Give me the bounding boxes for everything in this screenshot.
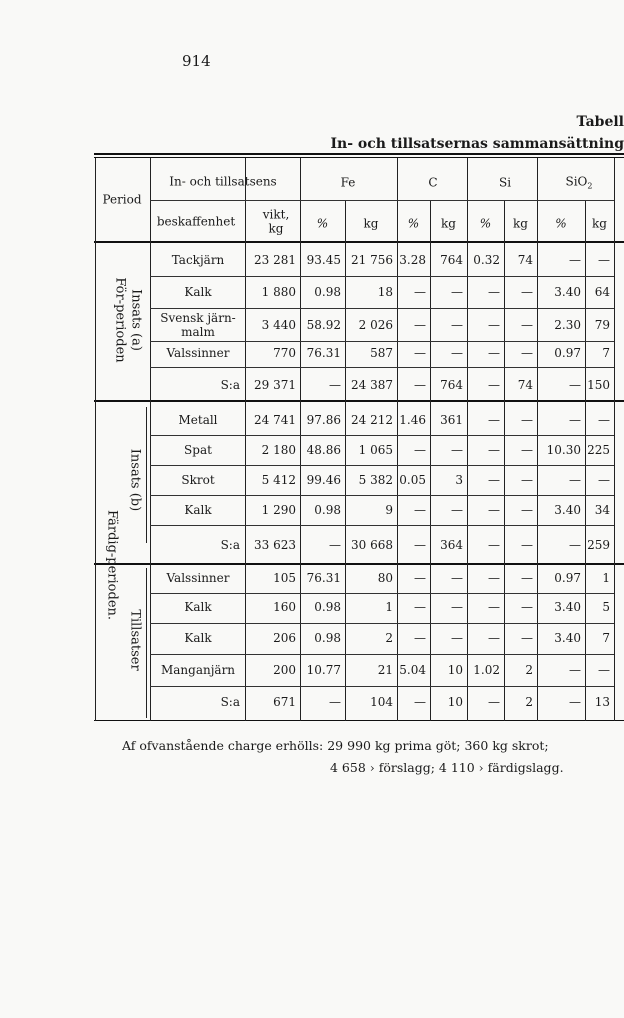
- cell-fe-pct: 97.86: [306, 413, 341, 427]
- cell-sio2-pct: 3.40: [554, 503, 581, 517]
- header-si: Si: [498, 175, 512, 190]
- cell-si-pct: —: [488, 600, 500, 614]
- vline-1: [300, 158, 301, 721]
- cell-c-pct: —: [414, 600, 426, 614]
- cell-vikt: 1 290: [261, 503, 296, 517]
- footnote-line-2: 4 658 › förslagg; 4 110 › färdigslagg.: [330, 760, 564, 775]
- brace-tillsatser: [146, 568, 147, 718]
- cell-c-kg: —: [451, 571, 463, 585]
- cell-si-kg: —: [521, 285, 533, 299]
- cell-c-kg: —: [451, 318, 463, 332]
- cell-sio2-pct: 10.30: [546, 443, 581, 457]
- cell-c-kg: 10: [447, 663, 463, 677]
- cell-fe-pct: 48.86: [306, 443, 341, 457]
- cell-fe-pct: 0.98: [314, 285, 341, 299]
- cell-vikt: 23 281: [254, 253, 296, 267]
- header-sio2: SiO$_2$: [565, 174, 593, 191]
- cell-si-kg: —: [521, 571, 533, 585]
- cell-si-pct: —: [488, 571, 500, 585]
- cell-sio2-kg: 259: [587, 538, 610, 552]
- vline-8: [585, 200, 586, 721]
- table-subtitle: In- och tillsatsernas sammansättning: [330, 136, 624, 152]
- cell-vikt: 770: [273, 346, 296, 360]
- cell-vikt: 29 371: [254, 378, 296, 392]
- vline-period: [150, 158, 151, 721]
- cell-sio2-kg: —: [598, 663, 610, 677]
- cell-sio2-kg: —: [598, 473, 610, 487]
- cell-sio2-pct: —: [569, 663, 581, 677]
- cell-si-pct: —: [488, 318, 500, 332]
- cell-c-pct: —: [414, 631, 426, 645]
- top-rule-thin: [94, 157, 624, 158]
- subheader-fe_pct: %: [316, 216, 329, 231]
- cell-vikt: 200: [273, 663, 296, 677]
- row-name: Tackjärn: [171, 253, 225, 267]
- cell-si-pct: 1.02: [473, 663, 500, 677]
- cell-si-pct: —: [488, 413, 500, 427]
- cell-si-kg: —: [521, 631, 533, 645]
- cell-fe-pct: —: [329, 695, 341, 709]
- cell-c-kg: 764: [440, 378, 463, 392]
- row-separator: [150, 276, 614, 277]
- cell-sio2-kg: —: [598, 413, 610, 427]
- header-group: In- och tillsatsens: [169, 174, 277, 189]
- cell-sio2-pct: —: [569, 413, 581, 427]
- cell-fe-kg: 2 026: [358, 318, 393, 332]
- cell-si-kg: 74: [517, 253, 533, 267]
- cell-sio2-kg: 13: [594, 695, 610, 709]
- cell-sio2-kg: 7: [602, 346, 610, 360]
- row-name: Skrot: [181, 473, 215, 487]
- subheader-si_pct: %: [479, 216, 492, 231]
- cell-fe-pct: 93.45: [306, 253, 341, 267]
- cell-c-pct: —: [414, 695, 426, 709]
- cell-sio2-pct: —: [569, 538, 581, 552]
- header-c: C: [428, 175, 438, 190]
- cell-c-kg: —: [451, 285, 463, 299]
- footnote-line-1: Af ofvanstående charge erhölls: 29 990 kg prima göt; 360 kg skrot;: [122, 738, 549, 753]
- cell-vikt: 24 741: [254, 413, 296, 427]
- cell-sio2-pct: —: [569, 695, 581, 709]
- cell-c-kg: 361: [440, 413, 463, 427]
- cell-c-kg: —: [451, 443, 463, 457]
- cell-c-pct: 5.04: [399, 663, 426, 677]
- row-name: Svensk järn- malm: [160, 311, 236, 339]
- cell-c-kg: —: [451, 503, 463, 517]
- cell-vikt: 206: [273, 631, 296, 645]
- cell-sio2-kg: —: [598, 253, 610, 267]
- cell-fe-pct: 0.98: [314, 600, 341, 614]
- subheader-si_kg: kg: [513, 216, 528, 231]
- cell-sio2-kg: 64: [594, 285, 610, 299]
- section-rule-a: [94, 400, 624, 402]
- cell-c-pct: 1.46: [399, 413, 426, 427]
- cell-si-pct: —: [488, 346, 500, 360]
- cell-c-pct: —: [414, 538, 426, 552]
- vline-left: [95, 158, 96, 721]
- cell-si-kg: 74: [517, 378, 533, 392]
- subheader-c_kg: kg: [441, 216, 456, 231]
- cell-si-kg: —: [521, 538, 533, 552]
- cell-sio2-pct: —: [569, 253, 581, 267]
- cell-si-kg: —: [521, 318, 533, 332]
- cell-c-kg: 364: [440, 538, 463, 552]
- row-separator: [150, 623, 614, 624]
- header-vikt: vikt,: [262, 207, 290, 222]
- cell-si-pct: —: [488, 473, 500, 487]
- row-name: Spat: [184, 443, 212, 457]
- header-period: Period: [102, 192, 142, 207]
- cell-vikt: 160: [273, 600, 296, 614]
- cell-vikt: 33 623: [254, 538, 296, 552]
- vline-7: [537, 158, 538, 721]
- cell-fe-kg: 24 212: [351, 413, 393, 427]
- vline-4: [430, 200, 431, 721]
- cell-c-pct: —: [414, 378, 426, 392]
- subheader-fe_kg: kg: [363, 216, 379, 231]
- row-name: Kalk: [184, 285, 212, 299]
- cell-c-pct: —: [414, 571, 426, 585]
- cell-c-pct: —: [414, 346, 426, 360]
- cell-fe-pct: —: [329, 538, 341, 552]
- cell-si-kg: —: [521, 346, 533, 360]
- cell-si-kg: —: [521, 443, 533, 457]
- row-name: Metall: [178, 413, 218, 427]
- cell-vikt: 1 880: [261, 285, 296, 299]
- cell-fe-kg: 21: [377, 663, 393, 677]
- subheader-c_pct: %: [407, 216, 420, 231]
- cell-c-kg: —: [451, 631, 463, 645]
- cell-fe-kg: 80: [377, 571, 393, 585]
- cell-si-kg: 2: [525, 695, 533, 709]
- row-separator: [150, 686, 614, 687]
- cell-sio2-pct: 0.97: [554, 571, 581, 585]
- cell-vikt: 5 412: [261, 473, 296, 487]
- cell-sio2-pct: 3.40: [554, 600, 581, 614]
- row-separator: [150, 495, 614, 496]
- cell-si-kg: —: [521, 473, 533, 487]
- vline-9: [614, 158, 615, 721]
- period-label-for-perioden: För-perioden: [112, 277, 128, 363]
- header-beskaffenhet: beskaffenhet: [156, 214, 236, 229]
- cell-c-pct: —: [414, 443, 426, 457]
- cell-si-kg: —: [521, 600, 533, 614]
- cell-sio2-pct: 2.30: [554, 318, 581, 332]
- cell-si-pct: —: [488, 378, 500, 392]
- vline-0: [245, 158, 246, 721]
- row-separator: [150, 367, 614, 368]
- cell-c-kg: 764: [440, 253, 463, 267]
- cell-sio2-kg: 150: [587, 378, 610, 392]
- cell-si-kg: 2: [525, 663, 533, 677]
- cell-vikt: 3 440: [261, 318, 296, 332]
- cell-vikt: 671: [273, 695, 296, 709]
- row-name: Kalk: [184, 631, 212, 645]
- row-name: Manganjärn: [160, 663, 236, 677]
- row-sum-label: S:a: [220, 538, 240, 552]
- cell-si-pct: —: [488, 631, 500, 645]
- row-separator: [150, 435, 614, 436]
- cell-c-kg: 10: [447, 695, 463, 709]
- row-separator: [150, 525, 614, 526]
- cell-sio2-pct: —: [569, 473, 581, 487]
- cell-si-pct: 0.32: [473, 253, 500, 267]
- row-separator: [150, 654, 614, 655]
- top-rule: [94, 153, 624, 155]
- header-mid-rule: [150, 200, 614, 201]
- row-sum-label: S:a: [220, 695, 240, 709]
- cell-fe-pct: —: [329, 378, 341, 392]
- cell-sio2-kg: 225: [587, 443, 610, 457]
- brace-insats-b: [146, 407, 147, 543]
- cell-fe-pct: 99.46: [306, 473, 341, 487]
- vline-2: [345, 200, 346, 721]
- cell-c-pct: 0.05: [399, 473, 426, 487]
- cell-sio2-pct: —: [569, 378, 581, 392]
- row-sum-label: S:a: [220, 378, 240, 392]
- cell-sio2-kg: 7: [602, 631, 610, 645]
- cell-fe-pct: 0.98: [314, 503, 341, 517]
- row-name: Valssinner: [166, 346, 230, 360]
- cell-c-pct: —: [414, 503, 426, 517]
- cell-fe-kg: 5 382: [358, 473, 393, 487]
- cell-fe-kg: 18: [377, 285, 393, 299]
- cell-sio2-pct: 3.40: [554, 631, 581, 645]
- cell-si-kg: —: [521, 503, 533, 517]
- cell-si-pct: —: [488, 538, 500, 552]
- table-label: Tabell: [576, 114, 624, 130]
- vline-5: [467, 158, 468, 721]
- row-separator: [150, 593, 614, 594]
- cell-fe-kg: 2: [385, 631, 393, 645]
- header-vikt-unit: kg: [268, 221, 284, 236]
- cell-si-pct: —: [488, 443, 500, 457]
- period-label-insats-a: Insats (a): [128, 289, 144, 351]
- page-number: 914: [182, 52, 211, 70]
- cell-fe-pct: 76.31: [306, 571, 341, 585]
- row-name: Kalk: [184, 600, 212, 614]
- cell-sio2-pct: 0.97: [554, 346, 581, 360]
- cell-si-pct: —: [488, 695, 500, 709]
- cell-fe-pct: 10.77: [306, 663, 341, 677]
- vline-3: [397, 158, 398, 721]
- row-separator: [150, 341, 614, 342]
- period-label-fardig-perioden: Färdig-perioden.: [104, 509, 120, 621]
- cell-vikt: 105: [273, 571, 296, 585]
- row-separator: [150, 308, 614, 309]
- cell-si-pct: —: [488, 503, 500, 517]
- cell-fe-kg: 1 065: [358, 443, 393, 457]
- cell-fe-kg: 104: [370, 695, 393, 709]
- cell-vikt: 2 180: [261, 443, 296, 457]
- header-fe: Fe: [340, 175, 356, 190]
- cell-c-kg: 3: [455, 473, 463, 487]
- period-label-insats-b: Insats (b): [127, 448, 143, 512]
- cell-sio2-kg: 79: [594, 318, 610, 332]
- cell-fe-kg: 24 387: [351, 378, 393, 392]
- row-name: Valssinner: [166, 571, 230, 585]
- cell-fe-kg: 587: [370, 346, 393, 360]
- cell-fe-pct: 58.92: [306, 318, 341, 332]
- cell-si-kg: —: [521, 413, 533, 427]
- subheader-sio2_kg: kg: [592, 216, 607, 231]
- cell-sio2-kg: 1: [602, 571, 610, 585]
- row-separator: [150, 465, 614, 466]
- cell-sio2-pct: 3.40: [554, 285, 581, 299]
- cell-fe-kg: 9: [385, 503, 393, 517]
- header-bottom-rule: [94, 241, 624, 243]
- cell-fe-kg: 1: [385, 600, 393, 614]
- cell-fe-kg: 21 756: [351, 253, 393, 267]
- cell-si-pct: —: [488, 285, 500, 299]
- cell-fe-kg: 30 668: [351, 538, 393, 552]
- cell-c-pct: 3.28: [399, 253, 426, 267]
- subheader-sio2_pct: %: [555, 216, 567, 231]
- cell-sio2-kg: 34: [594, 503, 610, 517]
- cell-fe-pct: 76.31: [306, 346, 341, 360]
- table-bottom-rule: [94, 720, 624, 721]
- cell-c-pct: —: [414, 318, 426, 332]
- period-label-tillsatser: Tillsatser: [127, 609, 143, 671]
- vline-6: [504, 200, 505, 721]
- cell-sio2-kg: 5: [602, 600, 610, 614]
- cell-c-kg: —: [451, 346, 463, 360]
- row-name: Kalk: [184, 503, 212, 517]
- section-rule-b: [94, 563, 624, 565]
- cell-fe-pct: 0.98: [314, 631, 341, 645]
- cell-c-pct: —: [414, 285, 426, 299]
- cell-c-kg: —: [451, 600, 463, 614]
